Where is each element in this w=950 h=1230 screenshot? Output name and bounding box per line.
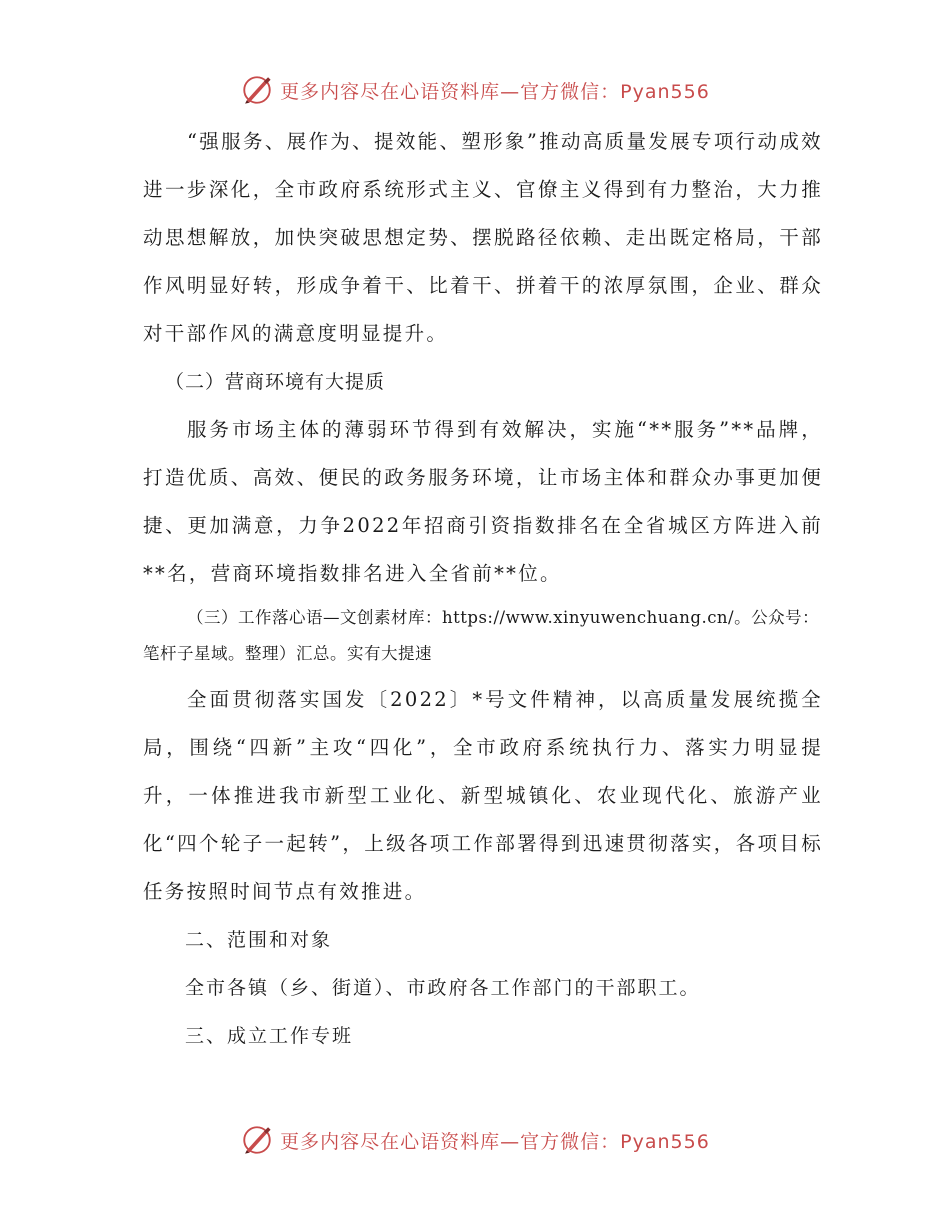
heading-work-implementation: （三）工作落心语—文创素材库：https://www.xinyuwenchuang.cn/。公众号：笔杆子星域。整理）汇总。实有大提速 [143,608,820,663]
document-body [143,118,823,1060]
header-banner-text: 更多内容尽在心语资料库—官方微信：Pyan556 [280,80,710,103]
heading-business-environment: （二）营商环境有大提质 [165,371,386,393]
header-banner [0,70,950,110]
heading-task-force: 三、成立工作专班 [185,1025,354,1047]
paragraph-work-implementation: 全面贯彻落实国发〔2022〕*号文件精神，以高质量发展统揽全局，围绕“四新”主攻“四化”，全市政府系统执行力、落实力明显提升，一体推进我市新型工业化、新型城镇化、农业现代化、旅游产业化“四个轮子一起转”，上级各项工作部署得到迅速贯彻落实，各项目标任务按照时间节点有效推进。 [143,688,823,903]
pen-logo-icon [240,1123,274,1157]
header-banner-inner [240,73,710,107]
pen-logo-icon [240,73,274,107]
paragraph-business-environment: 服务市场主体的薄弱环节得到有效解决，实施“**服务”**品牌，打造优质、高效、便民的政务服务环境，让市场主体和群众办事更加便捷、更加满意，力争2022年招商引资指数排名在全省城区方阵进入前**名，营商环境指数排名进入全省前**位。 [143,418,823,585]
footer-banner-text: 更多内容尽在心语资料库—官方微信：Pyan556 [280,1130,710,1153]
footer-banner-inner [240,1123,710,1157]
heading-scope: 二、范围和对象 [185,929,333,951]
paragraph-work-style: “强服务、展作为、提效能、塑形象”推动高质量发展专项行动成效进一步深化，全市政府系统形式主义、官僚主义得到有力整治，大力推动思想解放，加快突破思想定势、摆脱路径依赖、走出既定格局，干部作风明显好转，形成争着干、比着干、拼着干的浓厚氛围，企业、群众对干部作风的满意度明显提升。 [143,130,823,345]
footer-banner [0,1120,950,1160]
paragraph-scope: 全市各镇（乡、街道）、市政府各工作部门的干部职工。 [185,977,701,999]
